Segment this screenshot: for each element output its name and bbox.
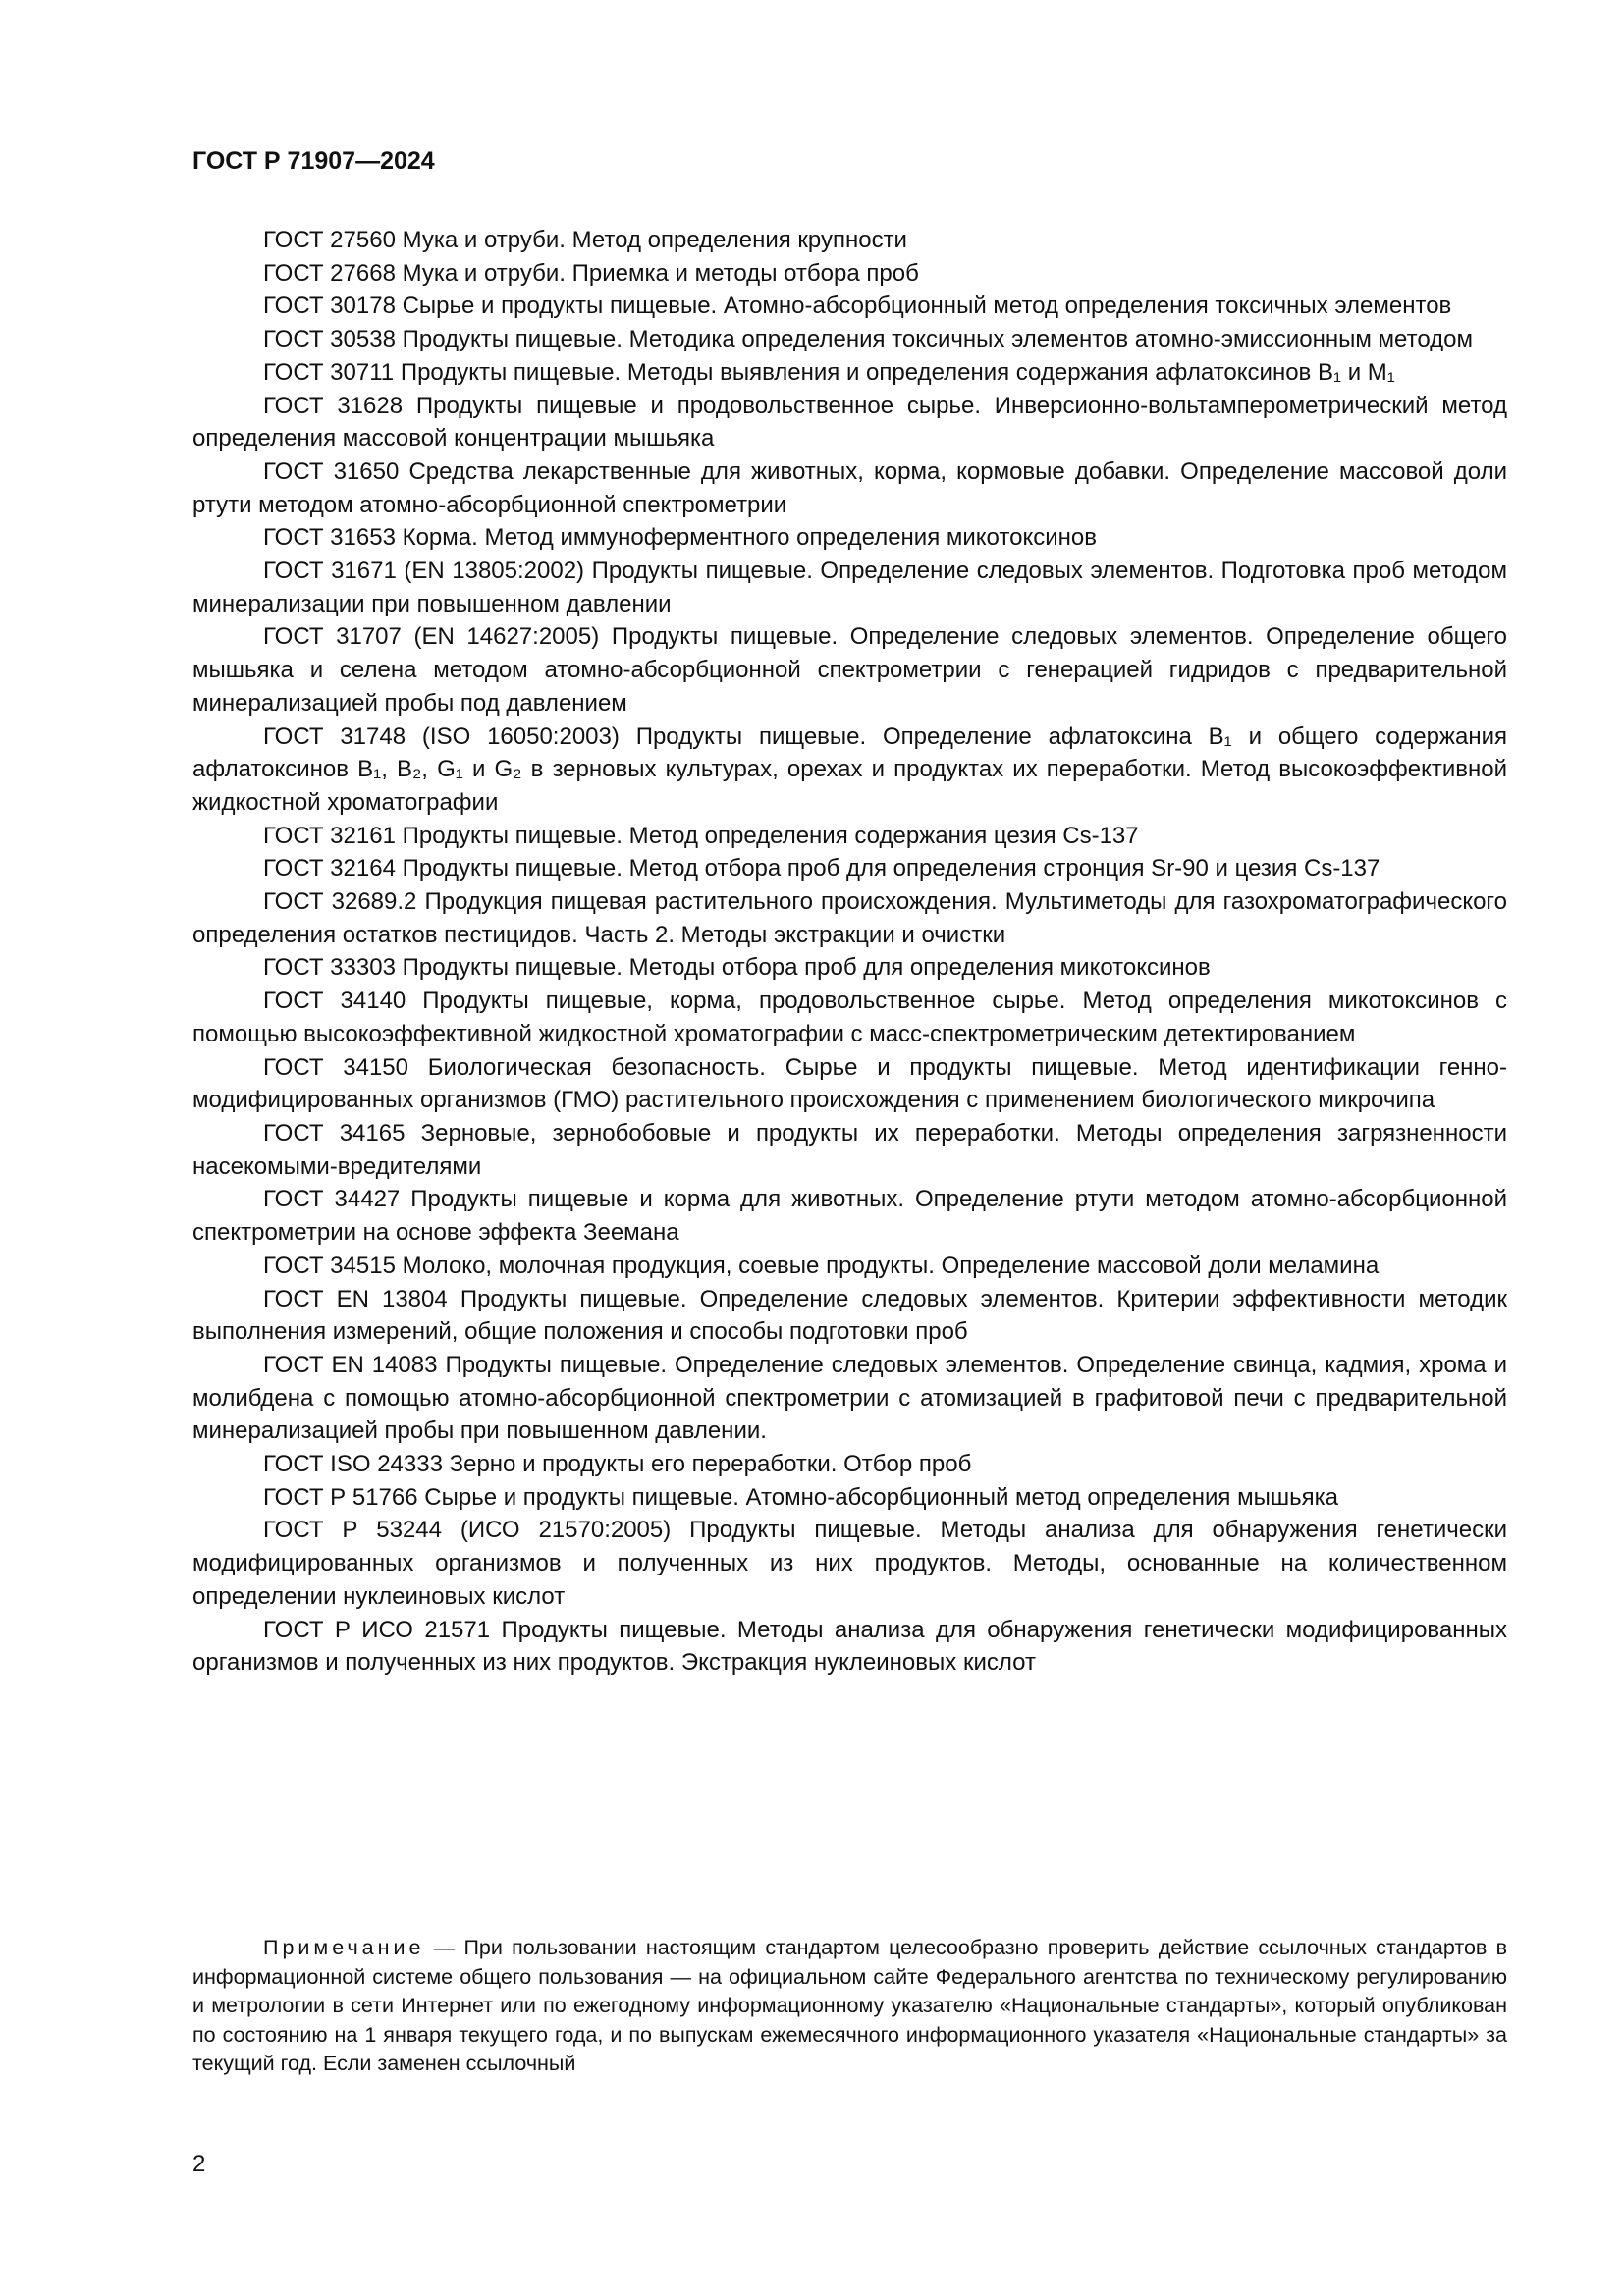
reference-designation: ГОСТ 31671 (EN 13805:2002) xyxy=(263,558,585,585)
reference-title: Продукты пищевые. Методика определения токсичных элементов атомно-эмиссионным методом xyxy=(402,326,1473,353)
reference-item xyxy=(192,885,1507,951)
reference-designation: ГОСТ 34427 xyxy=(263,1186,401,1213)
reference-item xyxy=(192,1250,1507,1283)
reference-title: Средства лекарственные для животных, корма, кормовые добавки. Определение массовой доли ртути методом атомно-абсорбционной спектрометрии xyxy=(192,457,1508,518)
note-paragraph xyxy=(192,1934,1507,2079)
reference-title: Продукты пищевые. Методы анализа для обнаружения генетически модифицированных организмов и полученных из них продуктов. Методы, основанные на количественном определении нуклеиновых кислот xyxy=(192,1517,1507,1610)
reference-item xyxy=(192,1283,1507,1349)
reference-title: Продукты пищевые. Методы выявления и определения содержания афлатоксинов B₁ и M₁ xyxy=(400,358,1395,386)
reference-title: Продукты пищевые и продовольственное сырье. Инверсионно-вольтамперометрический метод определения массовой концентрации мышьяка xyxy=(192,392,1507,453)
reference-item xyxy=(192,620,1507,720)
reference-title: Сырье и продукты пищевые. Атомно-абсорбционный метод определения токсичных элементов xyxy=(402,293,1452,320)
reference-designation: ГОСТ EN 14083 xyxy=(263,1351,438,1378)
reference-title: Мука и отруби. Приемка и методы отбора проб xyxy=(402,259,919,287)
reference-title: Продукты пищевые. Метод отбора проб для определения стронция Sr-90 и цезия Cs-137 xyxy=(402,855,1380,882)
reference-item xyxy=(192,721,1507,820)
reference-item xyxy=(192,985,1507,1050)
reference-title: Продукты пищевые. Методы отбора проб для определения микотоксинов xyxy=(402,954,1211,982)
reference-title: Продукты пищевые. Определение следовых элементов. Определение общего мышьяка и селена методом атомно-абсорбционной спектрометрии с генерацией гидридов с предварительной минерализацией пробы под давлением xyxy=(192,623,1508,717)
reference-title: Молоко, молочная продукция, соевые продукты. Определение массовой доли меламина xyxy=(402,1252,1380,1279)
reference-title: Мука и отруби. Метод определения крупности xyxy=(402,227,907,253)
reference-item xyxy=(192,852,1507,885)
reference-designation: ГОСТ Р 53244 (ИСО 21570:2005) xyxy=(263,1517,672,1544)
reference-item xyxy=(192,820,1507,853)
reference-title: Сырье и продукты пищевые. Атомно-абсорбционный метод определения мышьяка xyxy=(424,1483,1338,1511)
reference-item xyxy=(192,290,1507,323)
reference-designation: ГОСТ 30711 xyxy=(263,358,395,386)
reference-designation: ГОСТ Р ИСО 21571 xyxy=(263,1616,491,1643)
reference-title: Корма. Метод иммуноферментного определения микотоксинов xyxy=(402,524,1097,552)
reference-designation: ГОСТ 27560 xyxy=(263,227,396,253)
reference-title: Продукты пищевые. Методы анализа для обнаружения генетически модифицированных организмов и полученных из них продуктов. Экстракция нуклеиновых кислот xyxy=(192,1616,1507,1677)
reference-designation: ГОСТ 30178 xyxy=(263,293,396,320)
reference-designation: ГОСТ 32689.2 xyxy=(263,888,417,916)
reference-item xyxy=(192,521,1507,555)
reference-designation: ГОСТ 34165 xyxy=(263,1119,406,1147)
normative-references-list xyxy=(192,224,1507,1680)
reference-title: Зерновые, зернобобовые и продукты их переработки. Методы определения загрязненности насекомыми-вредителями xyxy=(192,1119,1508,1180)
reference-item xyxy=(192,1481,1507,1515)
reference-item xyxy=(192,1349,1507,1448)
document-header: ГОСТ Р 71907—2024 xyxy=(192,147,435,175)
page-number: 2 xyxy=(192,2151,206,2177)
reference-designation: ГОСТ ISO 24333 xyxy=(263,1451,443,1478)
reference-item xyxy=(192,1448,1507,1481)
reference-title: Продукты пищевые. Определение афлатоксина B₁ и общего содержания афлатоксинов B₁, B₂, G₁ и G₂ в зерновых культурах, орехах и продуктах их переработки. Метод высокоэффективной жидкостной хроматографии xyxy=(192,722,1507,816)
reference-item xyxy=(192,257,1507,291)
reference-title: Биологическая безопасность. Сырье и продукты пищевые. Метод идентификации генно-модифицированных организмов (ГМО) растительного происхождения с применением биологического микрочипа xyxy=(192,1053,1508,1114)
reference-title: Продукты пищевые. Определение следовых элементов. Подготовка проб методом минерализации при повышенном давлении xyxy=(192,558,1508,617)
reference-item xyxy=(192,1183,1507,1249)
reference-designation: ГОСТ 31748 (ISO 16050:2003) xyxy=(263,722,620,750)
reference-title: Продукты пищевые, корма, продовольственное сырье. Метод определения микотоксинов с помощью высокоэффективной жидкостной хроматографии с масс-спектрометрическим детектированием xyxy=(192,988,1507,1047)
note-block xyxy=(192,1934,1507,2079)
reference-designation: ГОСТ EN 13804 xyxy=(263,1285,448,1312)
reference-designation: ГОСТ 34515 xyxy=(263,1252,396,1279)
reference-designation: ГОСТ 30538 xyxy=(263,326,396,353)
reference-designation: ГОСТ 32164 xyxy=(263,855,396,882)
reference-designation: ГОСТ 32161 xyxy=(263,822,396,849)
reference-designation: ГОСТ 27668 xyxy=(263,259,396,287)
reference-title: Продукты пищевые. Определение следовых элементов. Определение свинца, кадмия, хрома и молибдена с помощью атомно-абсорбционной спектрометрии с атомизацией в графитовой печи с предварительной минерализацией пробы при повышенном давлении. xyxy=(192,1351,1507,1445)
reference-title: Продукты пищевые. Метод определения содержания цезия Cs-137 xyxy=(402,822,1139,849)
reference-item xyxy=(192,951,1507,985)
reference-designation: ГОСТ 34140 xyxy=(263,988,406,1015)
note-label: Примечание xyxy=(263,1936,425,1959)
reference-designation: ГОСТ Р 51766 xyxy=(263,1483,418,1511)
note-text: — При пользовании настоящим стандартом целесообразно проверить действие ссылочных стандартов в информационной системе общего пользования — на официальном сайте Федерального агентства по техническому регулированию и метрологии в сети Интернет или по ежегодному информационному указателю «Национальные стандарты», который опубликован по состоянию на 1 января текущего года, и по выпускам ежемесячного информационного указателя «Национальные стандарты» за текущий год. Если заменен ссылочный xyxy=(192,1936,1507,2075)
reference-designation: ГОСТ 31707 (EN 14627:2005) xyxy=(263,623,600,651)
reference-item xyxy=(192,455,1507,521)
reference-designation: ГОСТ 31628 xyxy=(263,392,404,419)
reference-title: Зерно и продукты его переработки. Отбор проб xyxy=(449,1451,972,1478)
reference-designation: ГОСТ 31650 xyxy=(263,457,400,485)
reference-title: Продукция пищевая растительного происхождения. Мультиметоды для газохроматографического определения остатков пестицидов. Часть 2. Методы экстракции и очистки xyxy=(192,888,1508,948)
reference-item xyxy=(192,356,1507,390)
reference-designation: ГОСТ 31653 xyxy=(263,524,396,552)
reference-item xyxy=(192,1514,1507,1613)
reference-item xyxy=(192,555,1507,620)
reference-designation: ГОСТ 34150 xyxy=(263,1053,408,1081)
reference-item xyxy=(192,323,1507,356)
reference-title: Продукты пищевые. Определение следовых элементов. Критерии эффективности методик выполнения измерений, общие положения и способы подготовки проб xyxy=(192,1285,1508,1346)
reference-item xyxy=(192,1117,1507,1183)
reference-item xyxy=(192,224,1507,257)
reference-designation: ГОСТ 33303 xyxy=(263,954,396,982)
reference-item xyxy=(192,390,1507,455)
reference-item xyxy=(192,1051,1507,1117)
reference-title: Продукты пищевые и корма для животных. Определение ртути методом атомно-абсорбционной спектрометрии на основе эффекта Зеемана xyxy=(192,1186,1507,1247)
reference-item xyxy=(192,1614,1507,1680)
